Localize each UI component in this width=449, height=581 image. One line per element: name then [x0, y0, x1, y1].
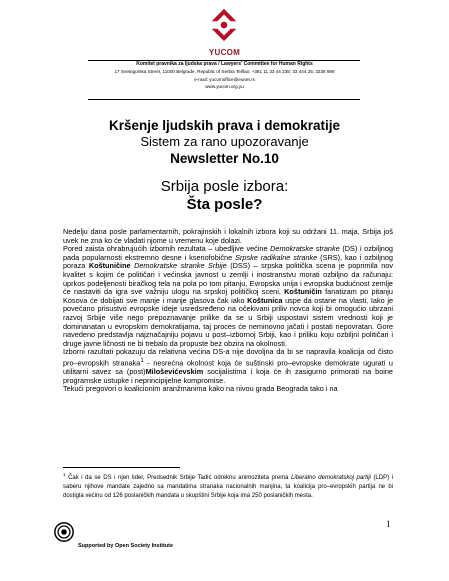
supported-by-text: Supported by Open Society Institute: [78, 543, 174, 549]
article-heading-line2: Šta posle?: [186, 196, 263, 213]
header-contact-block: [0, 61, 449, 91]
paragraph-2: Pored zaista ohrabrujućih izbornih rezultata – ubedljive većine Demokratske stranke (DS) i ozbiljnog pada popularnosti ekstremno desne i ksenofobične Srpske radikalne stranke (SRS), kao i ozbiljnog poraza Koštuničine Demokratske stranke Srbije (DSS) – srpska politička scena je poprimila nov kvalitet s kojim će političari i većinska javnost u zemlji i inostranstvu morati ozbiljno da računaju: uprkos podeljenosti biračkog tela na pola po tom pitanju, Evropska unija i evropska budućnost zemlje će nastaviti da igra sve važniju ulogu na srpskoj političkoj sceni, Koštuničin fanatizam po pitanju Kosova će dobijati sve manje i manje glasova čak iako Koštunica uspe da ostane na vlasti. Iako je povećano prisustvo evropske ideje usredsređeno na očekivani priliv novca koji bi omogućio ubrzani razvoj Srbije više nego prepoznavanje prilike da se u Srbiji uspostavi sistem vrednosti koji je dominanatan u evropskim demokratijama, taj proces će neminovno jačati i postati nepovratan. Gore navedeno predstavlja najznačajniju pojavu u post–izbornoj Srbiji, kao i priliku koju ozbiljni političari i druge javne ličnosti ne bi trebalo da propuste bez obzira na okolnosti.: [63, 244, 394, 348]
footnote-ref[interactable]: 1: [140, 356, 144, 364]
newsletter-number: Newsletter No.10: [170, 151, 279, 166]
paragraph-4: Tekući pregovori o koalicionim aranžmanima kako na nivou grada Beograda tako i na: [63, 384, 338, 394]
org-website: www.yucom.org.yu: [205, 84, 244, 90]
title-block: [0, 118, 449, 167]
org-email: e-mail: yucomoffice@eunet.rs: [194, 76, 255, 82]
footnote-divider: [63, 467, 180, 468]
org-address: 17 Svetogorska Street, 11000 Belgrade, Republic of Serbia Tel/fax: +381 11 33 44 235; 33 444 25; 3238 989: [114, 69, 335, 75]
yucom-logo-icon: [205, 6, 243, 44]
footnote-1: $^1$ Čak i da se DS i njen lider, Predsednik Srbije Tadić odreknu animoziteta prema Liberalno demokratskoj partiji (LDP) i saberu njihove mandate zajedno sa mandatima stranaka nacionalnih manjina, ta koalicija pro–evropskih partija ne bi dostigla većinu od 126 poslaničkih mandata u skupštini Srbije koja ima 250 poslaničkih mesta.: [63, 472, 393, 499]
org-full-name: Komitet pravnika za ljudska prava / Lawyers' Committee for Human Rights: [136, 61, 313, 67]
article-heading-line1: Srbija posle izbora:: [160, 178, 289, 195]
title-system: Sistem za rano upozoravanje: [140, 134, 309, 149]
org-acronym: YUCOM: [208, 48, 241, 57]
paragraph-1: Nedelju dana posle parlamentarnih, pokrajinskih i lokalnih izbora koji su održani 11. maja, Srbija još uvek ne zna ko će vladati njome u vremenu koje dolazi.: [63, 227, 393, 245]
header-bottom-divider: [88, 99, 360, 100]
paragraph-3: Izborni razultati pokazuju da relativna većina DS-a nije dovoljna da bi se napravila koalicija od čisto pro–evropskih stranaka$^1$ - nesrećna okolnost koja će suštinski pro–evropske demokrate ugurati u utilitarni savez sa (post)Miloševićevskim socijalistima i koja će ih zasigurno primorati na boine programske ustupke i neprincipijelne kompromise.: [63, 347, 393, 385]
article-heading: [0, 178, 449, 214]
title-main: Kršenje ljudskih prava i demokratije: [108, 118, 341, 133]
page-number: 1: [386, 519, 391, 529]
article-body: [63, 228, 393, 394]
osi-logo-icon: [53, 521, 75, 543]
